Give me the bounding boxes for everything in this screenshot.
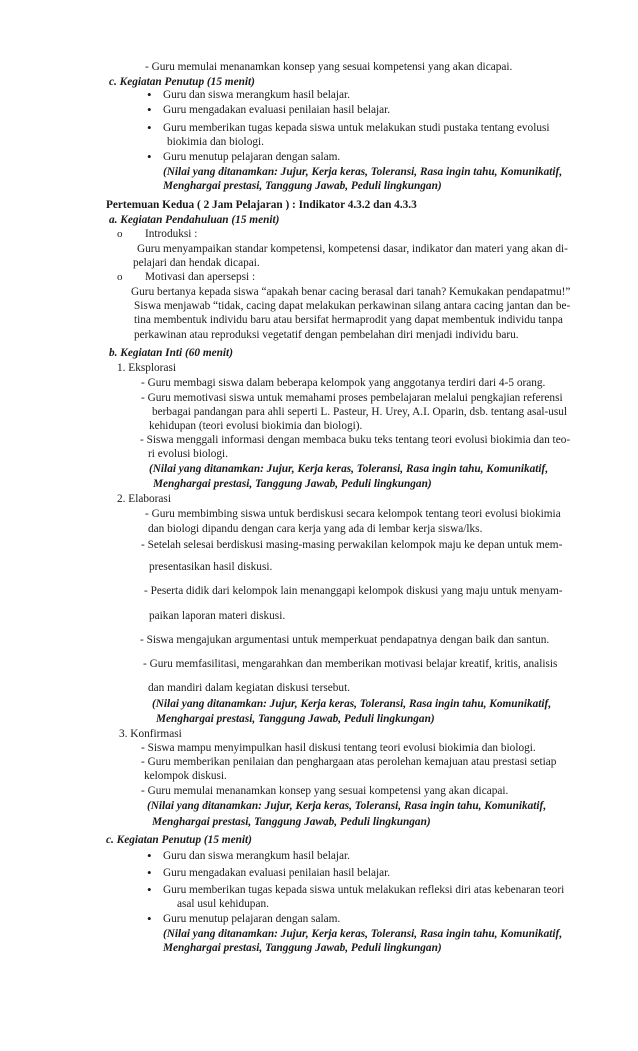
bullet-icon: •	[147, 149, 152, 164]
paragraph-line: - Guru memotivasi siswa untuk memahami proses pembelajaran melalui pengkajian referensi	[141, 392, 563, 404]
values-note: (Nilai yang ditanamkan: Jujur, Kerja keras, Toleransi, Rasa ingin tahu, Komunikatif,	[163, 928, 563, 940]
paragraph-line: presentasikan hasil diskusi.	[149, 561, 273, 573]
sub-heading: Introduksi :	[145, 228, 198, 240]
circle-bullet-icon: o	[117, 271, 123, 283]
bullet-icon: •	[147, 911, 152, 926]
paragraph-line: paikan laporan materi diskusi.	[149, 610, 286, 622]
bullet-icon: •	[147, 120, 152, 135]
list-item: Guru menutup pelajaran dengan salam.	[163, 913, 341, 925]
paragraph-line: dan mandiri dalam kegiatan diskusi tersebut.	[148, 682, 351, 694]
list-item: Guru menutup pelajaran dengan salam.	[163, 151, 341, 163]
paragraph-line: - Guru membimbing siswa untuk berdiskusi secara kelompok tentang teori evolusi biokimia	[145, 508, 561, 520]
paragraph-line: perkawinan atau reproduksi vegetatif dengan pembelahan diri menjadi individu baru.	[134, 329, 519, 341]
paragraph-line: - Guru memfasilitasi, mengarahkan dan memberikan motivasi belajar kreatif, kritis, analisis	[143, 658, 558, 670]
bullet-icon: •	[147, 848, 152, 863]
text-line: - Guru memulai menanamkan konsep yang sesuai kompetensi yang akan dicapai.	[145, 61, 513, 73]
paragraph-line: Guru menyampaikan standar kompetensi, kompetensi dasar, indikator dan materi yang akan di-	[137, 243, 568, 255]
paragraph-line: ri evolusi biologi.	[148, 448, 229, 460]
paragraph-line: kehidupan (teori evolusi biokimia dan biologi).	[149, 420, 363, 432]
bullet-icon: •	[147, 87, 152, 102]
bullet-icon: •	[147, 102, 152, 117]
paragraph-line: berbagai pandangan para ahli seperti L. Pasteur, H. Urey, A.I. Oparin, dsb. tentang asal-usul	[152, 406, 568, 418]
paragraph-line: Guru bertanya kepada siswa “apakah benar cacing berasal dari tanah? Kemukakan pendapatmu!”	[131, 286, 571, 298]
paragraph-line: - Setelah selesai berdiskusi masing-masing perwakilan kelompok maju ke depan untuk mem-	[141, 539, 563, 551]
list-item-continuation: biokimia dan biologi.	[167, 136, 264, 148]
list-item: Guru mengadakan evaluasi penilaian hasil belajar.	[163, 867, 391, 879]
values-note: (Nilai yang ditanamkan: Jujur, Kerja keras, Toleransi, Rasa ingin tahu, Komunikatif,	[149, 463, 549, 475]
values-note: (Nilai yang ditanamkan: Jujur, Kerja keras, Toleransi, Rasa ingin tahu, Komunikatif,	[147, 800, 547, 812]
paragraph-line: - Guru memulai menanamkan konsep yang sesuai kompetensi yang akan dicapai.	[141, 785, 509, 797]
values-note: (Nilai yang ditanamkan: Jujur, Kerja keras, Toleransi, Rasa ingin tahu, Komunikatif,	[163, 166, 563, 178]
list-item: Guru mengadakan evaluasi penilaian hasil belajar.	[163, 104, 391, 116]
values-note: Menghargai prestasi, Tanggung Jawab, Peduli lingkungan)	[152, 816, 431, 828]
sub-heading-konfirmasi: 3. Konfirmasi	[119, 728, 182, 740]
paragraph-line: - Siswa mengajukan argumentasi untuk memperkuat pendapatnya dengan baik dan santun.	[140, 634, 550, 646]
sub-heading: Motivasi dan apersepsi :	[145, 271, 256, 283]
values-note: Menghargai prestasi, Tanggung Jawab, Peduli lingkungan)	[163, 942, 442, 954]
section-heading-penutup: c. Kegiatan Penutup (15 menit)	[109, 76, 255, 88]
values-note: Menghargai prestasi, Tanggung Jawab, Peduli lingkungan)	[153, 478, 432, 490]
section-heading-inti: b. Kegiatan Inti (60 menit)	[109, 347, 233, 359]
sub-heading-eksplorasi: 1. Eksplorasi	[117, 362, 176, 374]
list-item-continuation: asal usul kehidupan.	[177, 898, 269, 910]
list-item: Guru dan siswa merangkum hasil belajar.	[163, 89, 350, 101]
list-item: Guru memberikan tugas kepada siswa untuk melakukan studi pustaka tentang evolusi	[163, 122, 550, 134]
paragraph-line: - Peserta didik dari kelompok lain menanggapi kelompok diskusi yang maju untuk menyam-	[144, 585, 563, 597]
section-heading-penutup: c. Kegiatan Penutup (15 menit)	[106, 834, 252, 846]
sub-heading-elaborasi: 2. Elaborasi	[117, 493, 171, 505]
bullet-icon: •	[147, 865, 152, 880]
paragraph-line: kelompok diskusi.	[144, 770, 227, 782]
values-note: Menghargai prestasi, Tanggung Jawab, Peduli lingkungan)	[156, 713, 435, 725]
paragraph-line: pelajari dan hendak dicapai.	[133, 257, 260, 269]
section-heading-pendahuluan: a. Kegiatan Pendahuluan (15 menit)	[109, 214, 280, 226]
paragraph-line: - Siswa mampu menyimpulkan hasil diskusi tentang teori evolusi biokimia dan biologi.	[141, 742, 536, 754]
list-item: Guru memberikan tugas kepada siswa untuk melakukan refleksi diri atas kebenaran teori	[163, 884, 565, 896]
paragraph-line: - Siswa menggali informasi dengan membaca buku teks tentang teori evolusi biokimia dan teo-	[140, 434, 571, 446]
paragraph-line: - Guru membagi siswa dalam beberapa kelompok yang anggotanya terdiri dari 4-5 orang.	[141, 377, 546, 389]
paragraph-line: Siswa menjawab “tidak, cacing dapat melakukan perkawinan silang antara cacing jantan dan be-	[134, 300, 571, 312]
paragraph-line: - Guru memberikan penilaian dan penghargaan atas perolehan kemajuan atau prestasi setiap	[141, 756, 557, 768]
paragraph-line: tina membentuk individu baru atau bersifat hermaprodit yang dapat membentuk individu tanpa	[134, 314, 563, 326]
circle-bullet-icon: o	[117, 228, 123, 240]
values-note: (Nilai yang ditanamkan: Jujur, Kerja keras, Toleransi, Rasa ingin tahu, Komunikatif,	[152, 698, 552, 710]
meeting-heading: Pertemuan Kedua ( 2 Jam Pelajaran ) : Indikator 4.3.2 dan 4.3.3	[106, 199, 417, 211]
values-note: Menghargai prestasi, Tanggung Jawab, Peduli lingkungan)	[163, 180, 442, 192]
bullet-icon: •	[147, 882, 152, 897]
paragraph-line: dan biologi dipandu dengan cara kerja yang ada di lembar kerja siswa/lks.	[148, 523, 483, 535]
list-item: Guru dan siswa merangkum hasil belajar.	[163, 850, 350, 862]
